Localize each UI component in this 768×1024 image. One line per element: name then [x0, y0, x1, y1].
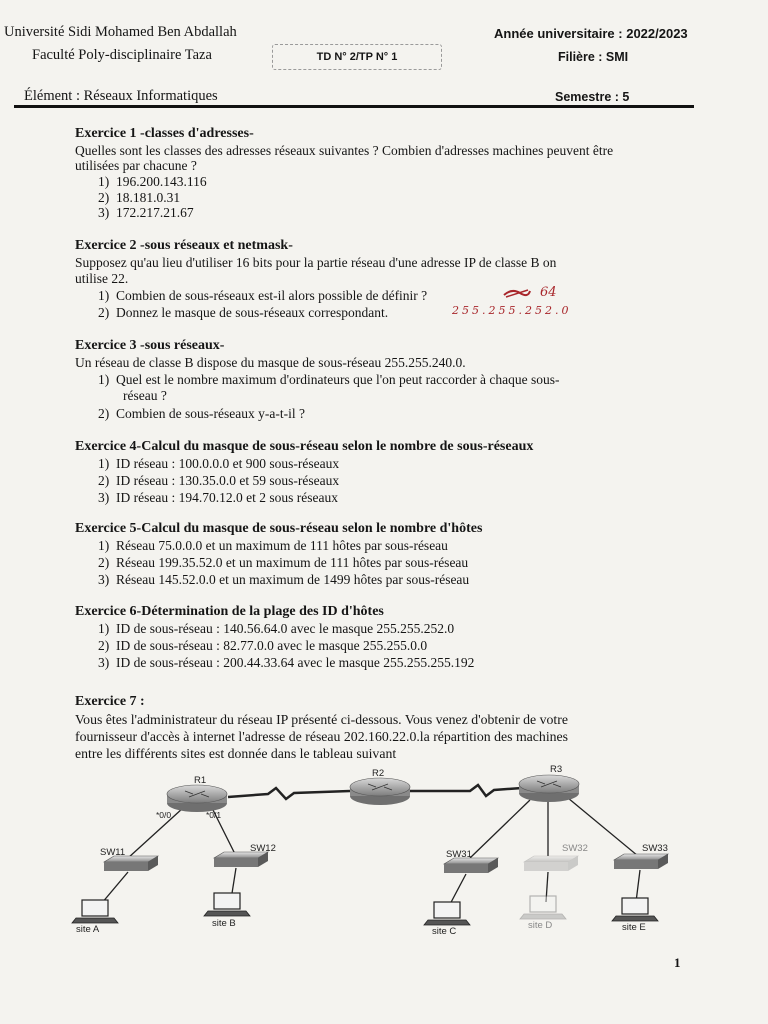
link-sw33-siteE: [636, 870, 640, 902]
list-marker: 3): [98, 205, 110, 220]
item-text: Réseau 145.52.0.0 et un maximum de 1499 hôtes par sous-réseau: [116, 572, 470, 587]
item-text: Donnez le masque de sous-réseaux correspondant.: [116, 305, 389, 320]
router-icon: [350, 778, 410, 805]
label-site-c: site C: [432, 926, 457, 937]
switch-icon: [614, 854, 668, 869]
list-marker: 1): [98, 456, 110, 471]
item-text: Combien de sous-réseaux est-il alors possible de définir ?: [116, 288, 428, 303]
ex2-line2: utilise 22.: [75, 271, 129, 286]
serial-link-r2-r3: [408, 785, 522, 796]
semester: Semestre : 5: [555, 90, 630, 104]
label-site-a: site A: [76, 924, 100, 935]
list-marker: 3): [98, 490, 110, 505]
academic-year: Année universitaire : 2022/2023: [494, 26, 688, 41]
router-icon: [519, 775, 579, 802]
ex7-line2: fournisseur d'accès à internet l'adresse de réseau 202.160.22.0.la répartition des machines: [75, 729, 569, 744]
ex6-title: Exercice 6-Détermination de la plage des ID d'hôtes: [75, 604, 384, 619]
ex2-title: Exercice 2 -sous réseaux et netmask-: [75, 238, 293, 253]
ex7-title: Exercice 7 :: [75, 694, 145, 709]
item-text: Combien de sous-réseaux y-a-t-il ?: [116, 406, 305, 421]
track: Filière : SMI: [558, 50, 629, 64]
list-marker: 2): [98, 190, 110, 205]
list-marker: 2): [98, 638, 110, 653]
list-marker: 3): [98, 655, 110, 670]
ex5-title: Exercice 5-Calcul du masque de sous-réseau selon le nombre d'hôtes: [75, 521, 483, 536]
ex3-title: Exercice 3 -sous réseaux-: [75, 338, 225, 353]
router-icon: [167, 785, 227, 812]
label-sw12: SW12: [250, 843, 276, 854]
list-marker: 2): [98, 406, 110, 421]
switch-icon: [444, 858, 498, 873]
ex1-title: Exercice 1 -classes d'adresses-: [75, 126, 254, 141]
item-text: ID réseau : 130.35.0.0 et 59 sous-réseaux: [116, 473, 340, 488]
item-text: 172.217.21.67: [116, 205, 194, 220]
serial-link-r1-r2: [228, 788, 350, 799]
label-site-d: site D: [528, 920, 553, 931]
link-r3-sw31: [470, 800, 530, 858]
course-element: Élément : Réseaux Informatiques: [24, 88, 218, 104]
list-marker: 3): [98, 572, 110, 587]
switch-icon: [214, 852, 268, 867]
handwritten-answer-2: 255.255.252.0: [452, 304, 572, 317]
ex7-line3: entre les différents sites est donnée dans le tableau suivant: [75, 746, 397, 761]
handwritten-answer-1: 64: [540, 285, 557, 300]
laptop-icon: [424, 902, 470, 925]
list-marker: 1): [98, 174, 110, 189]
label-sw31: SW31: [446, 849, 472, 860]
item-text: Quel est le nombre maximum d'ordinateurs que l'on peut raccorder à chaque sous-: [116, 372, 560, 387]
ex4-title: Exercice 4-Calcul du masque de sous-réseau selon le nombre de sous-réseaux: [75, 439, 534, 454]
item-text: Réseau 199.35.52.0 et un maximum de 111 hôtes par sous-réseau: [116, 555, 469, 570]
item-text: ID réseau : 194.70.12.0 et 2 sous réseaux: [116, 490, 338, 505]
label-site-b: site B: [212, 918, 236, 929]
list-marker: 2): [98, 473, 110, 488]
list-marker: 1): [98, 621, 110, 636]
item-text: ID de sous-réseau : 82.77.0.0 avec le masque 255.255.0.0: [116, 638, 428, 653]
label-site-e: site E: [622, 922, 646, 933]
page-number: 1: [674, 955, 681, 970]
university-name: Université Sidi Mohamed Ben Abdallah: [4, 24, 237, 40]
label-sw32: SW32: [562, 843, 588, 854]
ex7-line1: Vous êtes l'administrateur du réseau IP présenté ci-dessous. Vous venez d'obtenir de votre: [75, 712, 568, 727]
list-marker: 1): [98, 372, 110, 387]
label-sw33: SW33: [642, 843, 668, 854]
td-label: TD N° 2/TP N° 1: [316, 51, 398, 63]
item-text: 18.181.0.31: [116, 190, 181, 205]
list-marker: 2): [98, 555, 110, 570]
item-text: ID de sous-réseau : 140.56.64.0 avec le masque 255.255.252.0: [116, 621, 455, 636]
ex1-line1: Quelles sont les classes des adresses réseaux suivantes ? Combien d'adresses machines peuvent être: [75, 143, 614, 158]
label-port00: *0/0: [156, 810, 172, 820]
laptop-icon: [204, 893, 250, 916]
switch-icon: [104, 856, 158, 871]
list-item-continuation: réseau ?: [123, 388, 167, 403]
label-port01: *0/1: [206, 810, 222, 820]
laptop-icon: [72, 900, 118, 923]
list-marker: 2): [98, 305, 110, 320]
ex2-line1: Supposez qu'au lieu d'utiliser 16 bits pour la partie réseau d'une adresse IP de classe B on: [75, 255, 557, 270]
label-r3: R3: [550, 764, 563, 775]
label-r1: R1: [194, 775, 207, 786]
switch-icon: [524, 856, 578, 871]
item-text: ID de sous-réseau : 200.44.33.64 avec le masque 255.255.255.192: [116, 655, 475, 670]
label-r2: R2: [372, 768, 385, 779]
faculty-name: Faculté Poly-disciplinaire Taza: [32, 47, 212, 63]
laptop-icon: [520, 896, 566, 919]
ex1-line2: utilisées par chacune ?: [75, 158, 197, 173]
item-text: Réseau 75.0.0.0 et un maximum de 111 hôtes par sous-réseau: [116, 538, 448, 553]
laptop-icon: [612, 898, 658, 921]
ex3-line1: Un réseau de classe B dispose du masque de sous-réseau 255.255.240.0.: [75, 355, 466, 370]
list-marker: 1): [98, 288, 110, 303]
item-text: 196.200.143.116: [116, 174, 207, 189]
list-marker: 1): [98, 538, 110, 553]
label-sw11: SW11: [100, 847, 126, 858]
item-text: ID réseau : 100.0.0.0 et 900 sous-réseaux: [116, 456, 340, 471]
